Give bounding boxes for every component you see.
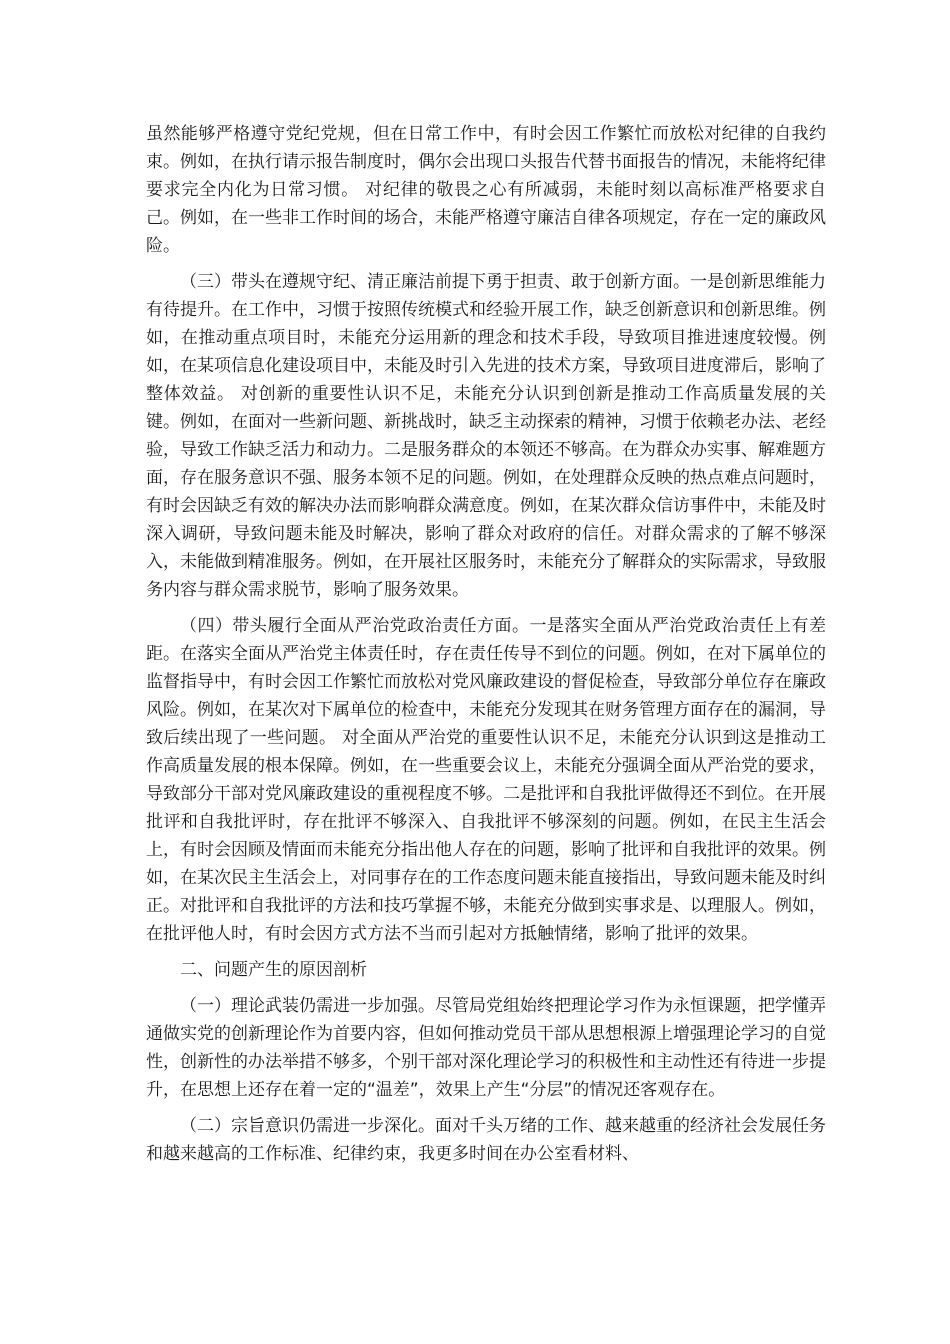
paragraph-cause-one-theory: （一）理论武装仍需进一步加强。尽管局党组始终把理论学习作为永恒课题，把学懂弄通做实党的创新理论作为首要内容，但如何推动党员干部从思想根源上增强理论学习的自觉性，创新性的办法举措不够多，个别干部对深化理论学习的积极性和主动性还有待进一步提升，在思想上还存在着一定的“温差”，效果上产生“分层”的情况还客观存在。	[146, 996, 826, 1100]
paragraph-section-three-innovation: （三）带头在遵规守纪、清正廉洁前提下勇于担责、敢于创新方面。一是创新思维能力有待提升。在工作中，习惯于按照传统模式和经验开展工作，缺乏创新意识和创新思维。例如，在推动重点项目时，未能充分运用新的理念和技术手段，导致项目推进速度较慢。例如，在某项信息化建设项目中，未能及时引入先进的技术方案，导致项目进度滞后，影响了整体效益。 对创新的重要性认识不足，未能充分认识到创新是推动工作高质量发展的关键。例如，在面对一些新问题、新挑战时，缺乏主动探索的精神，习惯于依赖老办法、老经验，导致工作缺乏活力和动力。二是服务群众的本领还不够高。在为群众办实事、解难题方面，存在服务意识不强、服务本领不足的问题。例如，在处理群众反映的热点难点问题时，有时会因缺乏有效的解决办法而影响群众满意度。例如，在某次群众信访事件中，未能及时深入调研，导致问题未能及时解决，影响了群众对政府的信任。对群众需求的了解不够深入，未能做到精准服务。例如，在开展社区服务时，未能充分了解群众的实际需求，导致服务内容与群众需求脱节，影响了服务效果。	[146, 272, 826, 600]
paragraph-section-four-party-governance: （四）带头履行全面从严治党政治责任方面。一是落实全面从严治党政治责任上有差距。在落实全面从严治党主体责任时，存在责任传导不到位的问题。例如，在对下属单位的监督指导中，有时会因工作繁忙而放松对党风廉政建设的督促检查，导致部分单位存在廉政风险。例如，在某次对下属单位的检查中，未能充分发现其在财务管理方面存在的漏洞，导致后续出现了一些问题。 对全面从严治党的重要性认识不足，未能充分认识到这是推动工作高质量发展的根本保障。例如，在一些重要会议上，未能充分强调全面从严治党的要求，导致部分干部对党风廉政建设的重视程度不够。二是批评和自我批评做得还不到位。在开展批评和自我批评时，存在批评不够深入、自我批评不够深刻的问题。例如，在民主生活会上，有时会因顾及情面而未能充分指出他人存在的问题，影响了批评和自我批评的效果。例如，在某次民主生活会上，对同事存在的工作态度问题未能直接指出，导致问题未能及时纠正。对批评和自我批评的方法和技巧掌握不够，未能充分做到实事求是、以理服人。例如，在批评他人时，有时会因方式方法不当而引起对方抵触情绪，影响了批评的效果。	[146, 616, 826, 944]
section-heading-cause-analysis: 二、问题产生的原因剖析	[180, 960, 367, 980]
paragraph-discipline-continuation: 虽然能够严格遵守党纪党规，但在日常工作中，有时会因工作繁忙而放松对纪律的自我约束。例如，在执行请示报告制度时，偶尔会出现口头报告代替书面报告的情况，未能将纪律要求完全内化为日常习惯。 对纪律的敬畏之心有所减弱，未能时刻以高标准严格要求自己。例如，在一些非工作时间的场合，未能严格遵守廉洁自律各项规定，存在一定的廉政风险。	[146, 124, 826, 256]
document-page	[146, 120, 826, 1176]
paragraph-cause-two-purpose: （二）宗旨意识仍需进一步深化。面对千头万绪的工作、越来越重的经济社会发展任务和越来越高的工作标准、纪律约束，我更多时间在办公室看材料、	[146, 1116, 826, 1164]
